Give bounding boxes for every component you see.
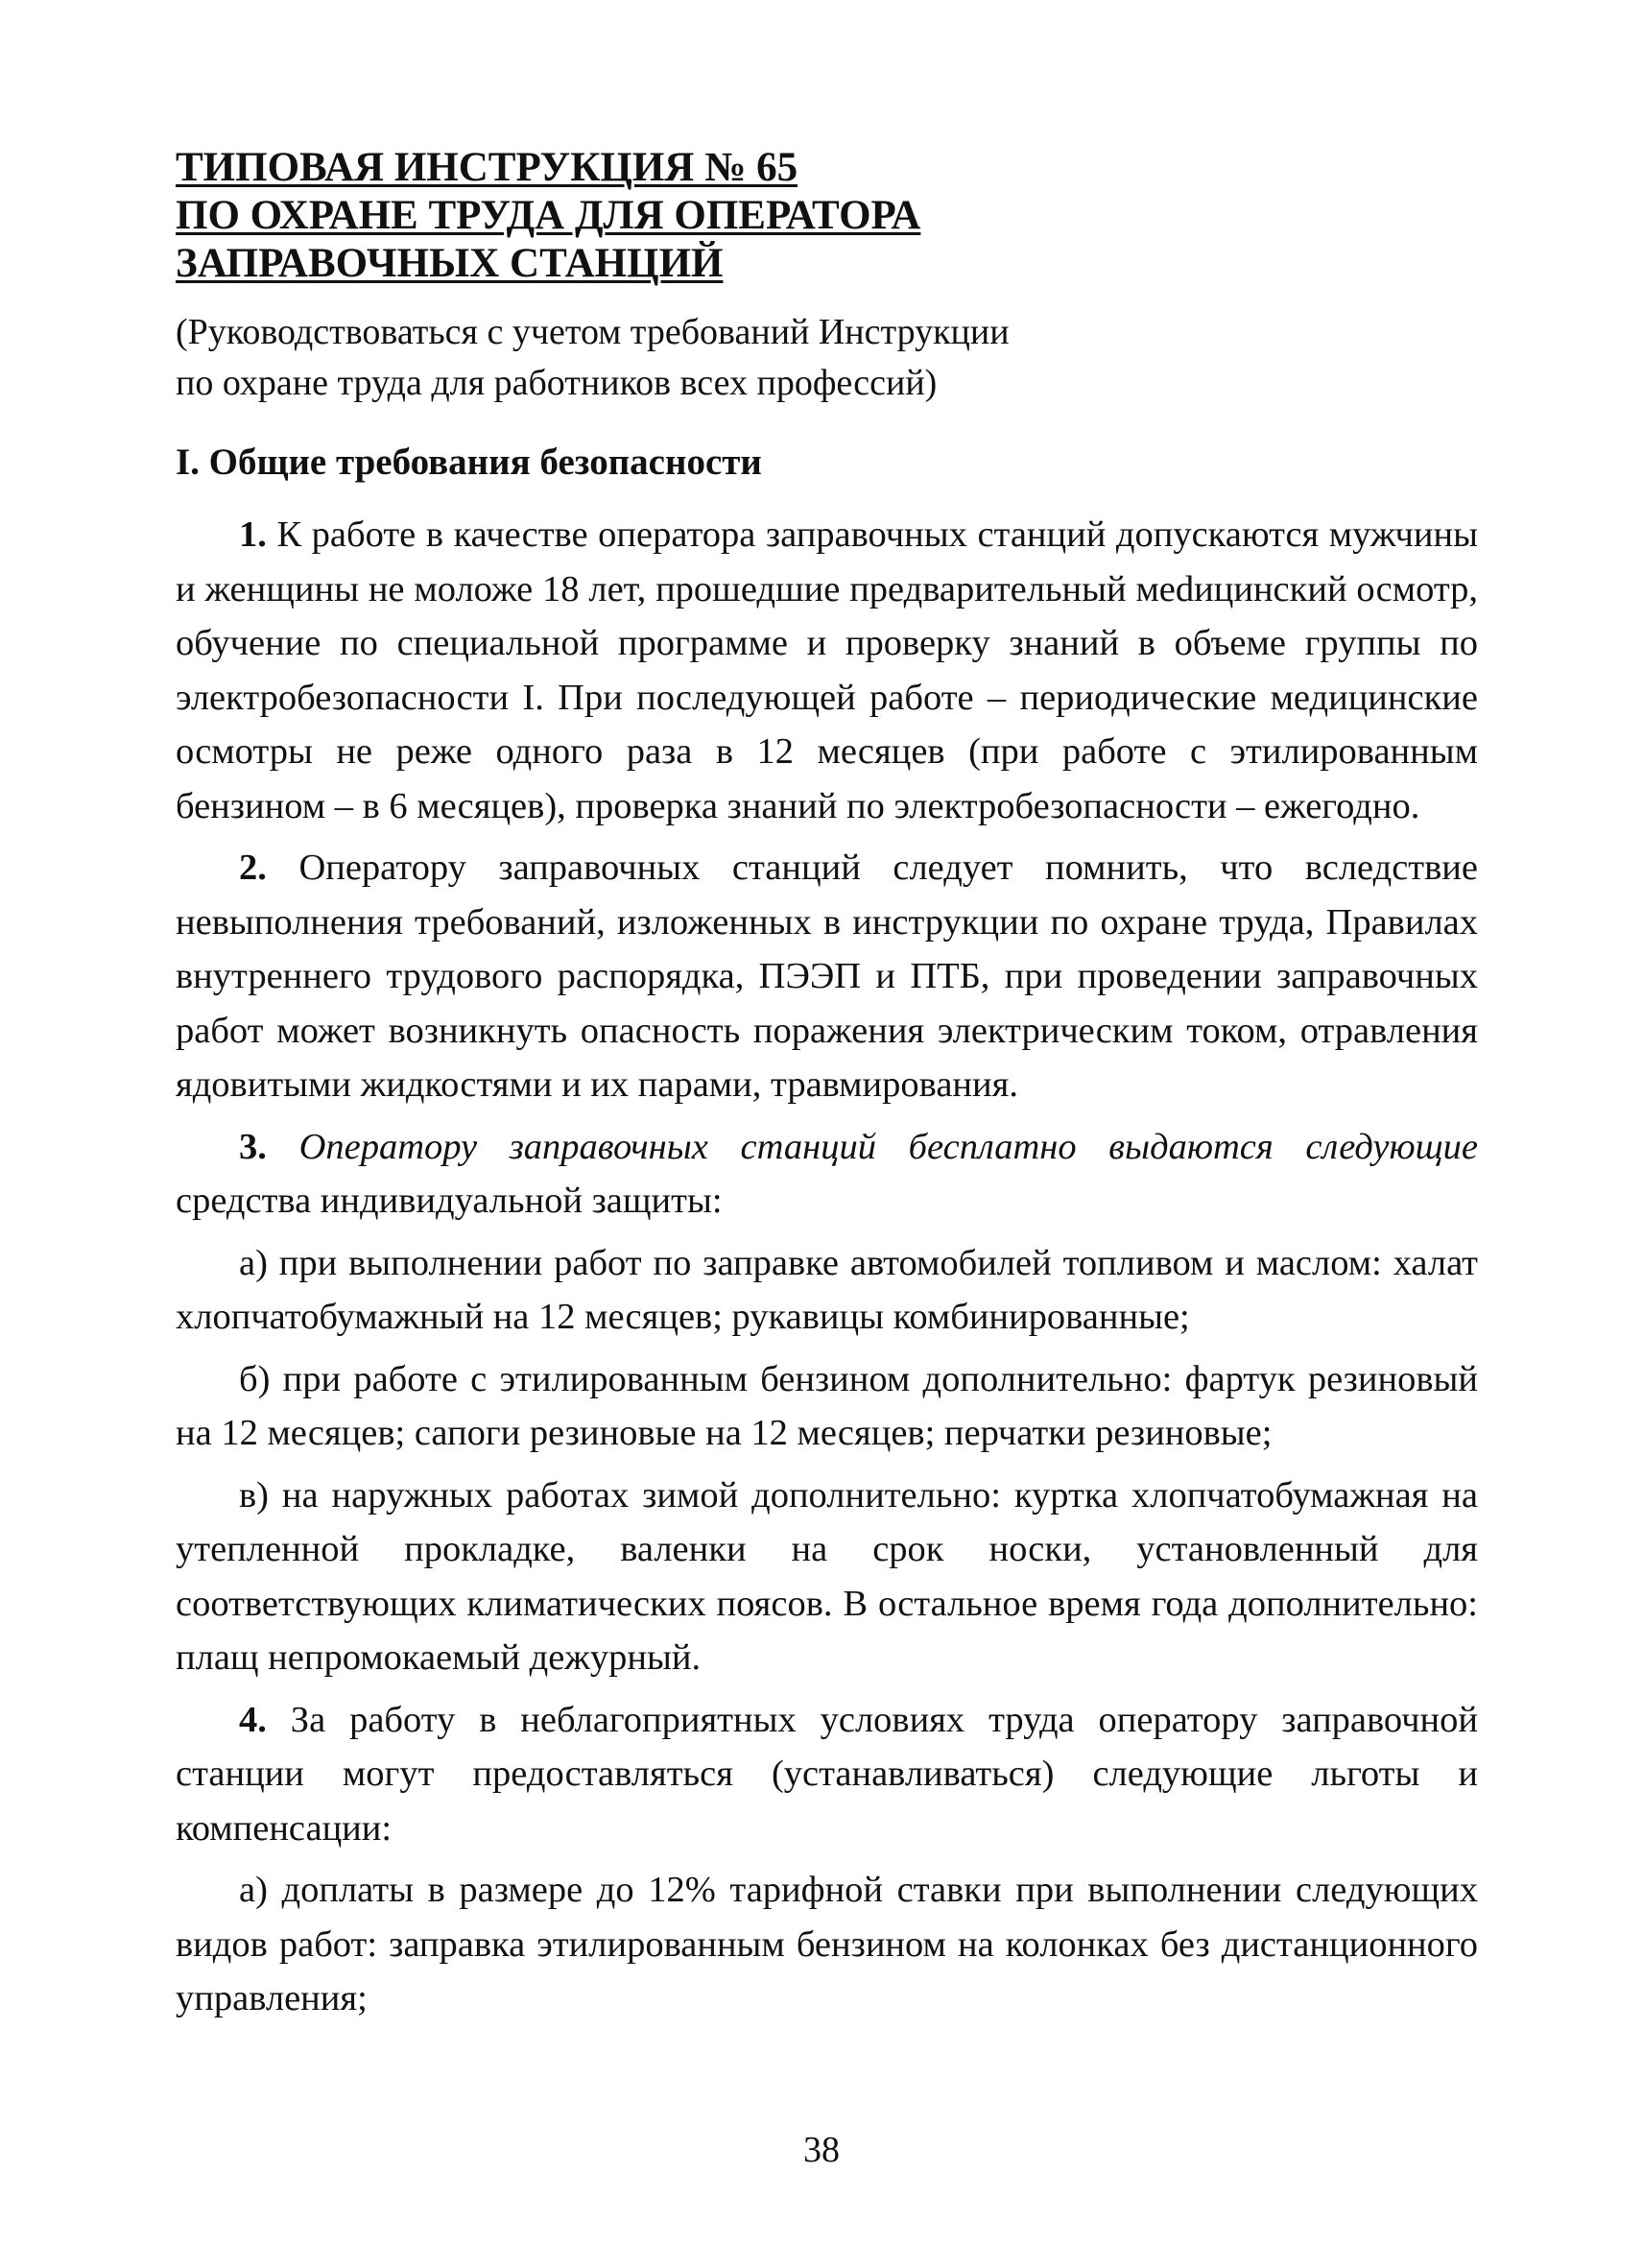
paragraph-number: 4. (239, 1699, 267, 1740)
document-body (176, 508, 1478, 2026)
note-line-1: (Руководствоваться с учетом требований Инструкции (176, 312, 1010, 352)
paragraph-text: Оператору заправочных станций следует помнить, что вследствие невыполнения требований, изложенных в инструкции по охране труда, Правилах внутреннего трудового распорядка, ПЭЭП и ПТБ, при проведении заправочных работ может возникнуть опасность поражения электрическим током, отравления ядовитыми жидкостями и их парами, травмирования. (176, 848, 1478, 1105)
paragraph-number: 1. (239, 514, 267, 555)
document-page (176, 144, 1478, 2034)
document-title (176, 144, 1478, 288)
section-heading: I. Общие требования безопасности (176, 442, 762, 483)
subparagraph-3a: а) при выполнении работ по заправке автомобилей топливом и маслом: халат хлопчатобумажный на 12 месяцев; рукавицы комбинированные; (176, 1242, 1478, 1337)
paragraph-1 (176, 508, 1478, 833)
subparagraph-3c: в) на наружных работах зимой дополнительно: куртка хлопчатобумажная на утепленной прокладке, валенки на срок носки, установленный для соответствующих климатических поясов. В остальное время года дополнительно: плащ непромокаемый дежурный. (176, 1474, 1478, 1678)
title-line-1: ТИПОВАЯ ИНСТРУКЦИЯ № 65 (176, 145, 798, 190)
paragraph-text: К работе в качестве оператора заправочных станций допускаются мужчины и женщины не моложе 18 лет, прошедшие предварительный меdицинский осмотр, обучение по специальной программе и проверку знаний в объеме группы по электробезопасности I. При последующей работе – периодические медицинские осмотры не реже одного раза в 12 месяцев (при работе с этилированным бензином – в 6 месяцев), проверка знаний по электробезопасности – ежегодно. (176, 514, 1478, 826)
paragraph-4 (176, 1693, 1478, 1856)
paragraph-number: 3. (239, 1126, 267, 1167)
paragraph-number: 2. (239, 848, 267, 888)
title-line-2: ПО ОХРАНЕ ТРУДА ДЛЯ ОПЕРАТОРА (176, 193, 921, 238)
subparagraph-4a: а) доплаты в размере до 12% тарифной ставки при выполнении следующих видов работ: заправка этилированным бензином на колонках без дистанционного управления; (176, 1870, 1478, 2018)
page-number: 38 (803, 2130, 840, 2170)
paragraph-italic-text: Оператору заправочных станций бесплатно выдаются следующие (298, 1126, 1478, 1167)
document-note (176, 307, 1478, 409)
paragraph-text: За работу в неблагоприятных условиях труда оператору заправочной станции могут предоставляться (устанавливаться) следующие льготы и компенсации: (176, 1699, 1479, 1849)
paragraph-text: средства индивидуальной защиты: (176, 1181, 723, 1221)
title-line-3: ЗАПРАВОЧНЫХ СТАНЦИЙ (176, 241, 724, 286)
note-line-2: по охране труда для работников всех профессий) (176, 363, 938, 403)
subparagraph-3b: б) при работе с этилированным бензином дополнительно: фартук резиновый на 12 месяцев; сапоги резиновые на 12 месяцев; перчатки резиновые; (176, 1358, 1478, 1453)
paragraph-3 (176, 1120, 1478, 1229)
paragraph-2 (176, 841, 1478, 1112)
